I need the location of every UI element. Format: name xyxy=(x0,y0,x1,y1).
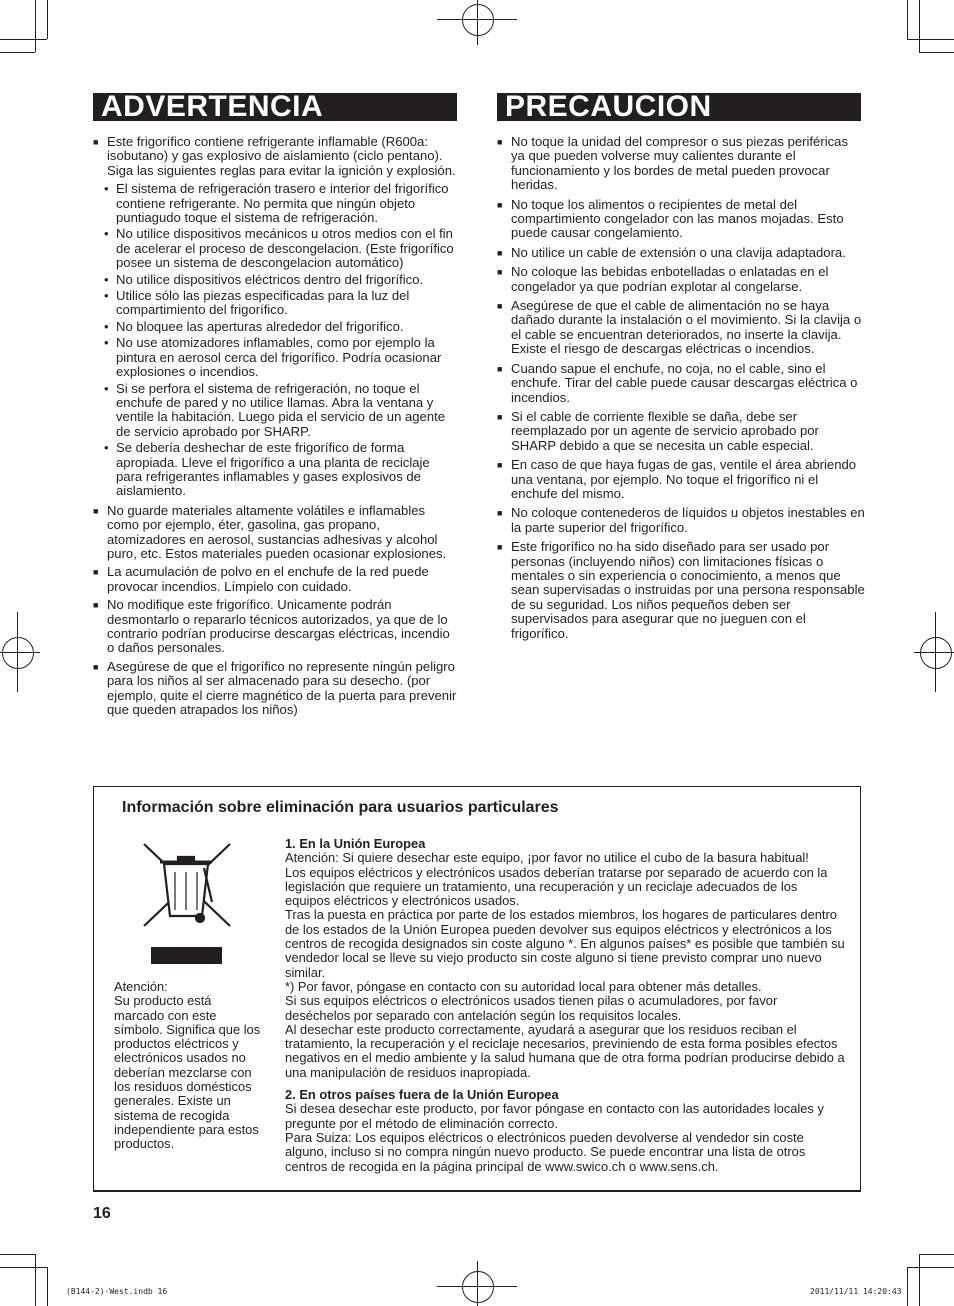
disposal-info-box xyxy=(93,786,861,1192)
crossed-out-wheelie-bin-icon xyxy=(142,842,232,964)
bullet-dot-icon: • xyxy=(104,318,109,334)
caution-item-text: No coloque las bebidas enbotelladas o enlatadas en el congelador ya que podrían explotar al congelarse. xyxy=(511,264,829,294)
warning-title: ADVERTENCIA xyxy=(93,93,457,121)
bullet-square-icon: ■ xyxy=(497,460,503,471)
warning-subitem-text: Se debería deshechar de este frigorífico de forma apropiada. Lleve el frigorífico a una planta de reciclaje para refrigerantes inflamables y gases explosivos de aislamiento. xyxy=(116,440,430,499)
warning-subitem-text: No utilice dispositivos mecánicos u otros medios con el fin de acelerar el proceso de descongelacion. (Este frigorífico posee un sistema de descongelacion automático) xyxy=(116,226,454,271)
caution-item-text: No toque la unidad del compresor o sus piezas periféricas ya que pueden volverse muy calientes durante el funcionamiento y los bordes de metal pueden provocar heridas. xyxy=(511,134,848,193)
caution-item-text: Cuando sapue el enchufe, no coja, no el cable, sino el enchufe. Tirar del cable puede causar descargas eléctrica o incendios. xyxy=(511,360,858,405)
bullet-dot-icon: • xyxy=(104,380,109,396)
bullet-square-icon: ■ xyxy=(497,199,503,210)
caution-item xyxy=(497,458,865,501)
warning-item-text: Este frigorífico contiene refrigerante inflamable (R600a: isobutano) y gas explosivo de aislamiento (ciclo pentano). Siga las siguientes reglas para evitar la ignición y explosión. xyxy=(107,134,456,178)
caution-item-text: No coloque contenederos de líquidos u objetos inestables en la parte superior del frigorífico. xyxy=(511,505,865,535)
other-heading: 2. En otros países fuera de la Unión Europea xyxy=(285,1087,559,1103)
caution-item xyxy=(497,299,865,357)
disposal-note: Atención: Su producto está marcado con este símbolo. Significa que los productos eléctricos y electrónicos usados no deberían mezclarse con los residuos domésticos generales. Existe un sistema de recogida independiente para estos productos. xyxy=(114,979,261,1152)
warning-subitem-text: Utilice sólo las piezas especificadas para la luz del compartimiento del frigorífico. xyxy=(116,288,410,318)
warning-item-text: No guarde materiales altamente volátiles e inflamables como por ejemplo, éter, gasolina, gas propano, atomizadores en aerosol, sustancias adhesivas y alcohol puro, etc. Estos materiales pueden ocasionar explosiones. xyxy=(107,502,447,561)
caution-item xyxy=(497,506,865,535)
bullet-square-icon: ■ xyxy=(497,542,503,553)
warning-subitem-text: No utilice dispositivos eléctricos dentro del frigorífico. xyxy=(116,271,424,287)
warning-subitem xyxy=(93,273,459,287)
other-paragraph: Para Suiza: Los equipos eléctricos o electrónicos pueden devolverse al vendedor sin coste alguno, incluso si no compra ningún nuevo producto. Se puede encontrar una lista de otros centros de recogida en la página principal de www.swico.ch o www.sens.ch. xyxy=(285,1129,806,1174)
bullet-square-icon: ■ xyxy=(497,411,503,422)
caution-item xyxy=(497,246,865,260)
bullet-dot-icon: • xyxy=(104,271,109,287)
warning-subitem-text: No bloquee las aperturas alrededor del frigorífico. xyxy=(116,318,404,334)
warning-list xyxy=(93,135,459,721)
bullet-dot-icon: • xyxy=(104,288,109,304)
bullet-square-icon: ■ xyxy=(497,267,503,278)
warning-item-text: Asegúrese de que el frigorífico no represente ningún peligro para los niños al ser almacenado para su desecho. (por ejemplo, quite el cierre magnético de la puerta para prevenir que queden atrapados los niños) xyxy=(107,658,457,718)
caution-item xyxy=(497,540,865,641)
bullet-square-icon: ■ xyxy=(93,505,99,516)
page-number: 16 xyxy=(93,1205,111,1222)
bullet-dot-icon: • xyxy=(104,440,109,456)
caution-item-text: No utilice un cable de extensión o una clavija adaptadora. xyxy=(511,244,846,260)
caution-item-text: En caso de que haya fugas de gas, ventile el área abriendo una ventana, por ejemplo. No toque el frigorífico ni el enchufe del mismo. xyxy=(511,457,857,501)
other-paragraph: Si desea desechar este producto, por favor póngase en contacto con las autoridades locales y pregunte por el método de eliminación correcto. xyxy=(285,1101,824,1131)
warning-item xyxy=(93,135,459,178)
warning-item-text: No modifique este frigorífico. Unicamente podrán desmontarlo o repararlo técnicos autorizados, ya que de lo contrario podrían producirse descargas eléctricas, incendio o daños personales. xyxy=(107,597,450,656)
eu-paragraph: Si sus equipos eléctricos o electrónicos usados tienen pilas o acumuladores, por favor deséchelos por separado con antelación según los requisitos locales. xyxy=(285,993,778,1023)
eu-paragraph: Atención: Si quiere desechar este equipo, ¡por favor no utilice el cubo de la basura habitual! xyxy=(285,850,809,866)
warning-subitem xyxy=(93,382,459,440)
caution-item xyxy=(497,410,865,453)
eu-paragraph: Al desechar este producto correctamente, ayudará a asegurar que los residuos reciban el tratamiento, la recuperación y el reciclaje necesarios, previniendo de esta forma posibles efectos negativos en el medio ambiente y la salud humana que de otra forma podrían producirse debido a una manipulación de residuos inapropiada. xyxy=(285,1021,845,1080)
caution-item-text: Si el cable de corriente flexible se daña, debe ser reemplazado por un agente de servicio aprobado por SHARP debido a que se necesita un cable especial. xyxy=(511,408,819,453)
eu-paragraph: Tras la puesta en práctica por parte de los estados miembros, los hogares de particulares dentro de los estados de la Unión Europea pueden devolver sus equipos eléctricos y electrónicos a los centros de recogida designados sin coste alguno *. En algunos países* es posible que también su vendedor local se lleve su viejo producto sin coste alguno si tiene previsto comprar uno nuevo similar. xyxy=(285,907,845,980)
warning-subitem xyxy=(93,320,459,334)
disposal-title: Información sobre eliminación para usuarios particulares xyxy=(122,799,559,816)
warning-subitem-text: Si se perfora el sistema de refrigeración, no toque el enchufe de pared y no utilice llamas. Abra la ventana y ventile la habitación. Luego pida el servicio de un agente de servicio aprobado por SHARP. xyxy=(116,380,446,439)
bullet-dot-icon: • xyxy=(104,226,109,242)
bullet-square-icon: ■ xyxy=(497,363,503,374)
caution-item xyxy=(497,265,865,294)
bullet-dot-icon: • xyxy=(104,335,109,351)
caution-title: PRECAUCION xyxy=(497,93,861,121)
eu-paragraph: Los equipos eléctricos y electrónicos usados deberían tratarse por separado de acuerdo con la legislación que requiere un tratamiento, una recuperación y un reciclaje adecuados de los equipos eléctricos y electrónicos usados. xyxy=(285,864,828,909)
warning-subitem xyxy=(93,289,459,318)
caution-item-text: Asegúrese de que el cable de alimentación no se haya dañado durante la instalación o el movimiento. Si la clavija o el cable se encuentran deteriorados, no inserte la clavija. Existe el riesgo de descargas eléctricas o incendios. xyxy=(511,298,862,357)
caution-list xyxy=(497,135,865,646)
caution-item-text: Este frigorífico no ha sido diseñado para ser usado por personas (incluyendo niños) con limitaciones físicas o mentales o sin experiencia o conocimiento, a menos que sean supervisadas o instruidas por una persona responsable de su seguridad. Los niños pequeños deben ser supervisados para asegurar que no jueguen con el frigorífico. xyxy=(511,539,865,641)
caution-item xyxy=(497,198,865,241)
caution-item xyxy=(497,135,865,193)
caution-item-text: No toque los alimentos o recipientes de metal del compartimiento congelador con las manos mojadas. Esto puede causar congelamiento. xyxy=(511,196,844,241)
bullet-square-icon: ■ xyxy=(497,137,503,147)
warning-item xyxy=(93,598,459,656)
bullet-dot-icon: • xyxy=(104,181,109,197)
warning-subitem xyxy=(93,336,459,379)
caution-item xyxy=(497,362,865,405)
warning-subitem-text: No use atomizadores inflamables, como por ejemplo la pintura en aerosol cerca del frigorífico. Podría ocasionar explosiones o incendios. xyxy=(116,335,442,380)
bullet-square-icon: ■ xyxy=(93,661,99,672)
warning-item xyxy=(93,504,459,562)
eu-heading: 1. En la Unión Europea xyxy=(285,836,426,851)
bullet-square-icon: ■ xyxy=(93,600,99,611)
warning-subitems xyxy=(93,182,459,499)
bullet-square-icon: ■ xyxy=(497,301,503,312)
warning-subitem xyxy=(93,182,459,225)
eu-paragraph: *) Por favor, póngase en contacto con su autoridad local para obtener más detalles. xyxy=(285,978,762,994)
disposal-text xyxy=(285,837,845,1174)
bullet-square-icon: ■ xyxy=(497,508,503,519)
footer-file: (B144-2)-West.indb 16 xyxy=(66,1287,168,1296)
warning-item xyxy=(93,565,459,594)
warning-subitem xyxy=(93,227,459,270)
warning-item xyxy=(93,660,459,718)
warning-item-text: La acumulación de polvo en el enchufe de la red puede provocar incendios. Límpielo con cuidado. xyxy=(107,564,429,594)
footer-timestamp: 2011/11/11 14:20:43 xyxy=(810,1287,902,1296)
bullet-square-icon: ■ xyxy=(93,567,99,578)
warning-subitem xyxy=(93,441,459,499)
bullet-square-icon: ■ xyxy=(93,137,99,147)
warning-subitem-text: El sistema de refrigeración trasero e interior del frigorífico contiene refrigerante. No permita que ningún objeto puntiagudo toque el sistema de refrigeración. xyxy=(116,181,449,226)
bullet-square-icon: ■ xyxy=(497,247,503,258)
